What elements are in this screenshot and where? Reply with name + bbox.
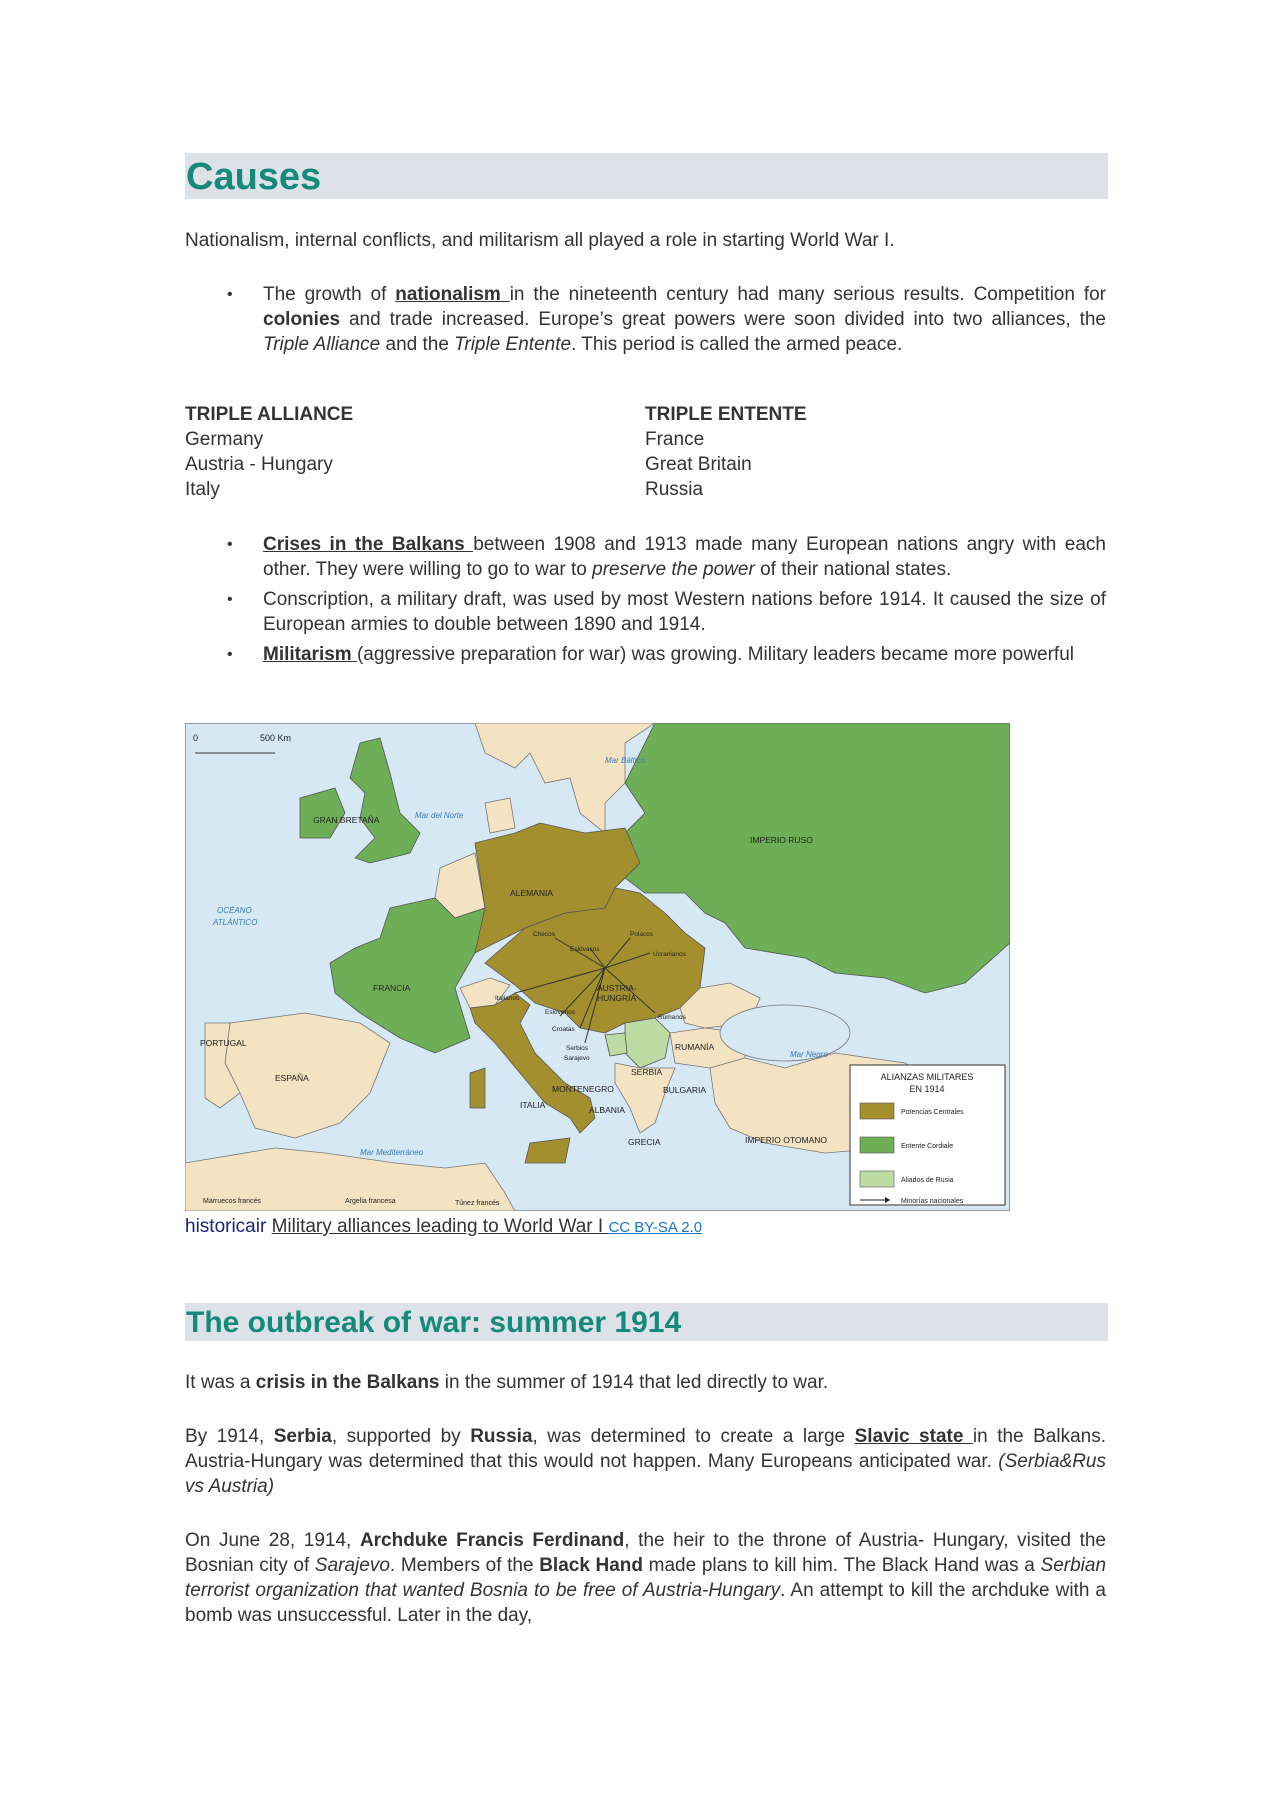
denmark — [485, 798, 515, 833]
caption-author[interactable]: historicair — [185, 1216, 267, 1237]
italic-text: Triple Alliance — [263, 334, 381, 355]
map-caption — [185, 1215, 702, 1240]
label-italians: Italianos — [495, 995, 520, 1002]
causes-bullet-list-1 — [185, 282, 1106, 357]
label-austria-hungary-1: AUSTRIA- — [597, 983, 637, 993]
atlantic-label: ATLÁNTICO — [213, 918, 258, 927]
label-italy: ITALIA — [520, 1100, 546, 1110]
bold-text: Black Hand — [539, 1555, 644, 1576]
balkans-link[interactable]: Crises in the Balkans — [263, 534, 474, 555]
sardinia — [470, 1068, 485, 1108]
label-french-tunisia: Túnez francés — [455, 1200, 500, 1207]
nationalism-link[interactable]: nationalism — [395, 284, 510, 305]
legend-swatch-russia-allies — [860, 1171, 894, 1187]
label-serbia: SERBIA — [631, 1067, 663, 1077]
text: , the heir to the throne of Austria- Hungary, visited the Bosnian city of — [185, 1530, 1106, 1576]
label-french-algeria: Argelia francesa — [345, 1198, 396, 1205]
text: The growth of — [263, 284, 396, 305]
caption-title-link[interactable]: Military alliances leading to World War I — [271, 1216, 609, 1237]
outbreak-paragraph-2 — [185, 1424, 1106, 1499]
label-portugal: PORTUGAL — [200, 1038, 247, 1048]
text: . Members of the — [389, 1555, 540, 1576]
bullet-conscription — [185, 587, 1106, 637]
italic-text: Sarajevo — [314, 1555, 390, 1576]
bold-text: Russia — [470, 1426, 533, 1447]
text: in the Balkans. Austria-Hungary was determined that this would not happen. Many Europeans anticipated war. — [185, 1426, 1107, 1472]
text: of their national states. — [754, 559, 952, 580]
label-russian-empire: IMPERIO RUSO — [750, 835, 813, 845]
bullet-balkans — [185, 532, 1106, 582]
map-legend — [850, 1065, 1005, 1205]
label-french-morocco: Marruecos francés — [203, 1198, 261, 1205]
text: Conscription, a military draft, was used by most Western nations before 1914. It caused the size of European armies to double between 1890 and 1914. — [263, 589, 1106, 635]
baltic-label: Mar Báltico — [605, 756, 646, 765]
bold-text: Serbia — [273, 1426, 332, 1447]
causes-heading: Causes — [185, 153, 1108, 199]
legend-title-1: ALIANZAS MILITARES — [880, 1072, 974, 1082]
outbreak-paragraph-3 — [185, 1528, 1106, 1628]
italic-text: (Serbia&Rus vs Austria) — [185, 1451, 1106, 1497]
legend-swatch-central — [860, 1103, 894, 1119]
black-sea-label: Mar Negro — [790, 1050, 828, 1059]
ocean-label: OCÉANO — [217, 906, 252, 915]
label-france: FRANCIA — [373, 983, 411, 993]
triple-alliance-list — [185, 402, 585, 502]
causes-bullet-list-2 — [185, 532, 1106, 667]
text: in the summer of 1914 that led directly to war. — [439, 1372, 829, 1393]
legend-label-russia-allies: Aliados de Rusia — [901, 1177, 954, 1184]
north-sea-label: Mar del Norte — [415, 811, 464, 820]
bold-text: Archduke Francis Ferdinand — [359, 1530, 625, 1551]
label-montenegro: MONTENEGRO — [552, 1084, 614, 1094]
label-ukrainians: Ucranianos — [653, 951, 686, 958]
black-sea — [720, 1005, 850, 1061]
mediterranean-label: Mar Mediterráneo — [360, 1148, 424, 1157]
label-germany: ALEMANIA — [510, 888, 553, 898]
label-slovenes: Eslovenos — [545, 1009, 575, 1016]
bold-text: crisis in the Balkans — [255, 1372, 440, 1393]
alliance-member: Austria - Hungary — [185, 454, 333, 475]
text: and the — [380, 334, 455, 355]
bullet-militarism — [185, 642, 1106, 667]
label-poles: Polacos — [630, 931, 654, 938]
entente-member: Russia — [645, 479, 704, 500]
text: in the nineteenth century had many serious results. Competition for — [509, 284, 1106, 305]
alliance-member: Italy — [185, 479, 220, 500]
causes-intro: Nationalism, internal conflicts, and militarism all played a role in starting World War I. — [185, 230, 895, 251]
bullet-dot-icon: • — [227, 591, 233, 608]
label-spain: ESPAÑA — [275, 1073, 309, 1083]
scale-label: 500 Km — [260, 733, 292, 743]
entente-member: France — [645, 429, 705, 450]
text: (aggressive preparation for war) was growing. Military leaders became more powerful — [356, 644, 1075, 665]
label-serbs: Serbios — [566, 1045, 589, 1052]
text: between 1908 and 1913 made many European nations angry with each other. They were willing to go to war to — [263, 534, 1106, 580]
militarism-link[interactable]: Militarism — [263, 644, 357, 665]
military-alliances-map — [185, 723, 1010, 1211]
alliance-member: Germany — [185, 429, 264, 450]
legend-label-minorities: Minorías nacionales — [901, 1198, 964, 1205]
italic-text: preserve the power — [592, 559, 755, 580]
triple-alliance-title: TRIPLE ALLIANCE — [185, 404, 354, 425]
legend-label-central: Potencias Centrales — [901, 1109, 964, 1116]
scale-zero: 0 — [193, 733, 199, 743]
bullet-dot-icon: • — [227, 286, 233, 303]
text: , was determined to create a large — [532, 1426, 855, 1447]
bullet-dot-icon: • — [227, 536, 233, 553]
italic-text: Triple Entente — [454, 334, 572, 355]
outbreak-heading: The outbreak of war: summer 1914 — [185, 1303, 1108, 1341]
legend-label-entente: Entente Cordiale — [901, 1143, 954, 1150]
outbreak-paragraph-1 — [185, 1370, 1106, 1395]
text: . This period is called the armed peace. — [571, 334, 903, 355]
text: made plans to kill him. The Black Hand was a — [643, 1555, 1041, 1576]
italic-text: Serbian terrorist organization that wanted Bosnia to be free of Austria-Hungary — [185, 1555, 1107, 1601]
label-sarajevo: Sarajevo — [564, 1055, 590, 1062]
slavic-state-link[interactable]: Slavic state — [854, 1426, 973, 1447]
triple-entente-list — [645, 402, 1045, 502]
bullet-nationalism — [185, 282, 1106, 357]
label-greece: GRECIA — [628, 1137, 661, 1147]
caption-license-link[interactable]: CC BY-SA 2.0 — [608, 1219, 703, 1236]
text: and trade increased. Europe’s great powers were soon divided into two alliances, the — [340, 309, 1106, 330]
text: , supported by — [331, 1426, 471, 1447]
label-romania: RUMANÍA — [675, 1042, 715, 1052]
text: On June 28, 1914, — [185, 1530, 360, 1551]
label-romanians: Rumanos — [658, 1014, 686, 1021]
label-slovaks: Eslovacos — [570, 946, 600, 953]
label-czechs: Checos — [533, 931, 556, 938]
text: . An attempt to kill the archduke with a bomb was unsuccessful. Later in the day, — [185, 1580, 1106, 1626]
legend-title-2: EN 1914 — [909, 1084, 945, 1094]
text: It was a — [185, 1372, 256, 1393]
text: By 1914, — [185, 1426, 274, 1447]
label-austria-hungary-2: HUNGRÍA — [597, 993, 637, 1003]
label-great-britain: GRAN BRETAÑA — [313, 815, 380, 825]
bold-text: colonies — [263, 309, 341, 330]
label-bulgaria: BULGARIA — [663, 1085, 706, 1095]
label-albania: ALBANIA — [589, 1105, 625, 1115]
label-croats: Croatas — [552, 1026, 575, 1033]
label-ottoman-empire: IMPERIO OTOMANO — [745, 1135, 828, 1145]
triple-entente-title: TRIPLE ENTENTE — [645, 404, 807, 425]
legend-swatch-entente — [860, 1137, 894, 1153]
bullet-dot-icon: • — [227, 646, 233, 663]
entente-member: Great Britain — [645, 454, 752, 475]
